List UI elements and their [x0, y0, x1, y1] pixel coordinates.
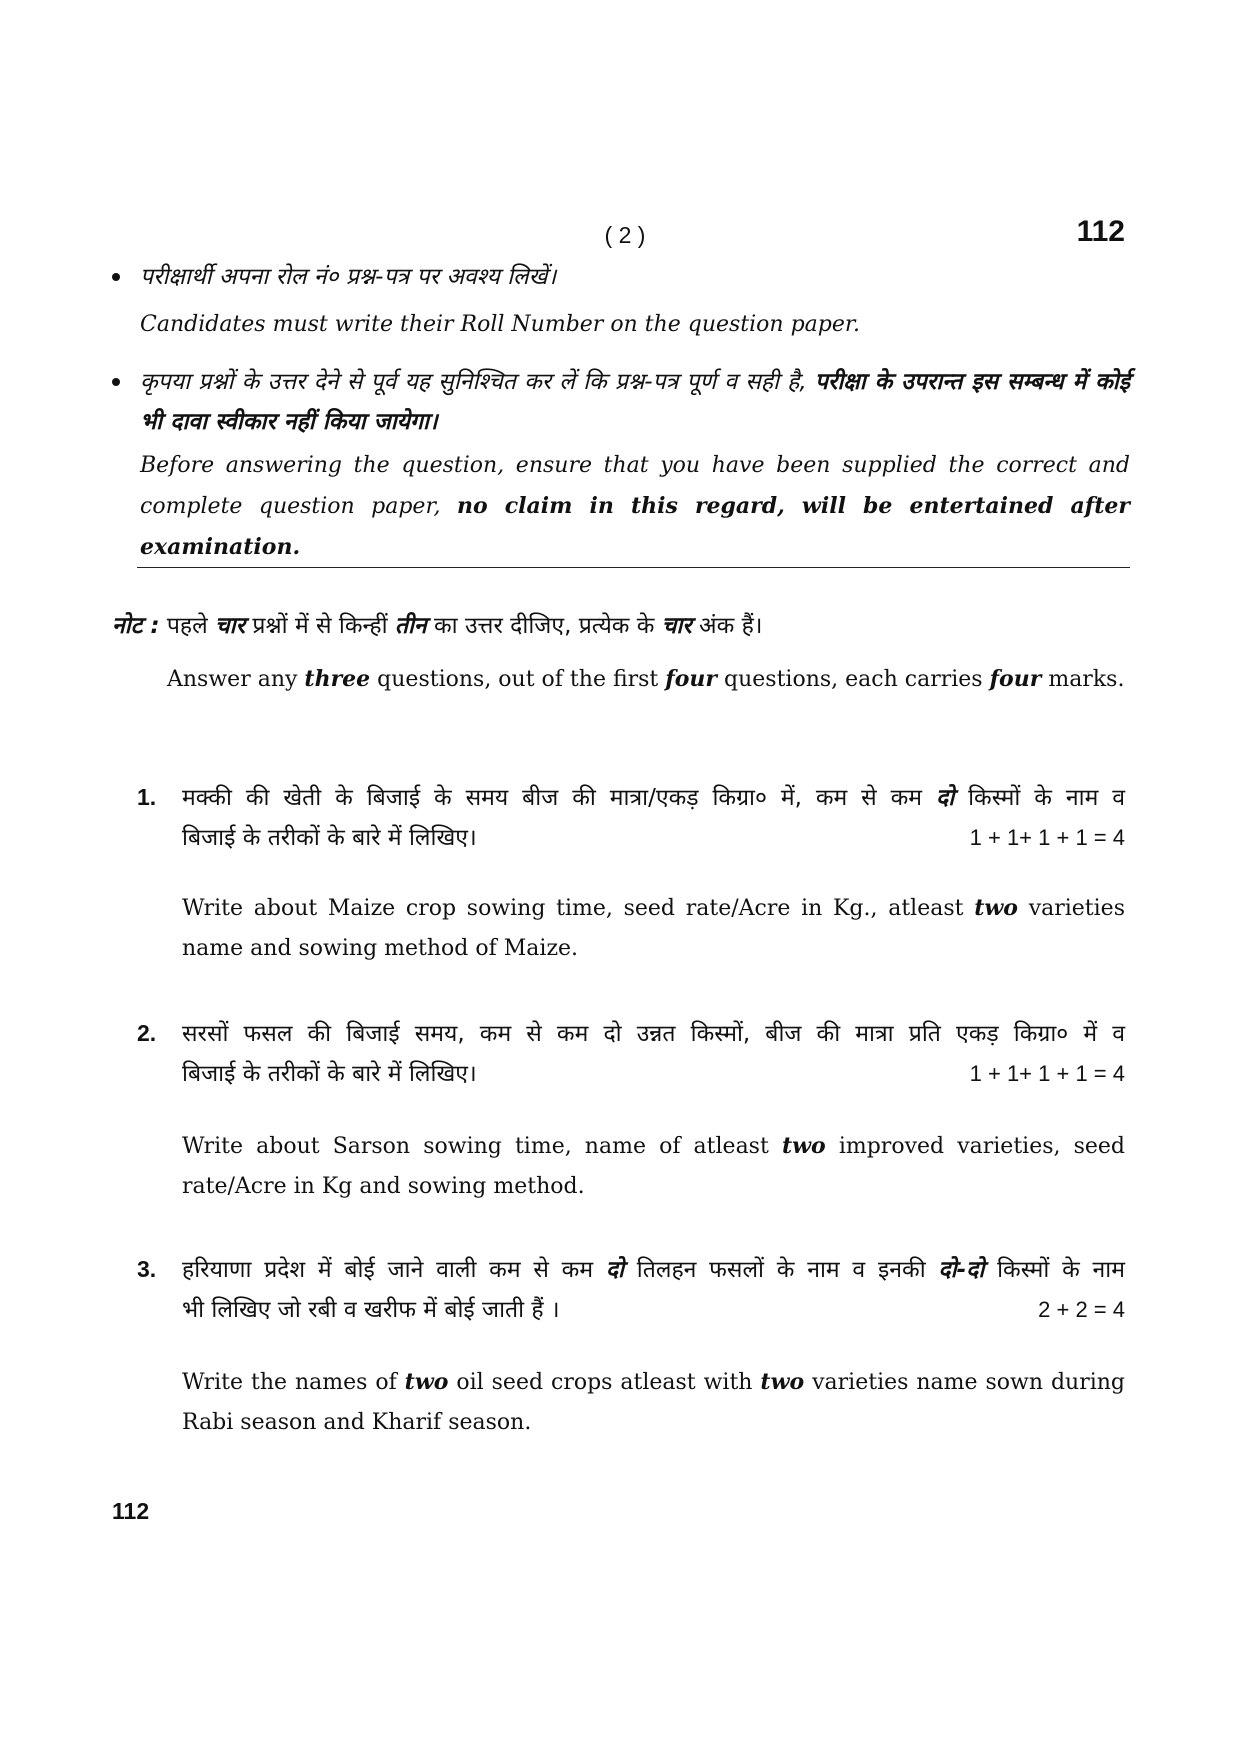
q3-hindi-part: किस्मों के नाम	[997, 1257, 1126, 1283]
paper-code-header: 112	[1076, 215, 1125, 248]
instruction-2-hindi	[140, 362, 1130, 442]
question-3-english	[182, 1362, 1125, 1443]
q1-english-part: varieties name and sowing method of Maize.	[182, 896, 1125, 961]
note-english-emph: four	[989, 666, 1042, 692]
q3-english-part: Write the names of	[182, 1370, 397, 1395]
question-3-marks: 2 + 2 = 4	[1038, 1297, 1125, 1322]
question-2-number: 2.	[137, 1020, 157, 1046]
instruction-2-english	[140, 446, 1130, 568]
question-1-hindi-line1	[182, 778, 1125, 818]
note-english-part: marks.	[1048, 667, 1125, 692]
note-hindi-part: प्रश्नों में से किन्हीं	[252, 613, 388, 639]
q3-english-part: oil seed crops atleast with	[456, 1370, 753, 1395]
q3-hindi-part: तिलहन फसलों के नाम व इनकी	[636, 1257, 926, 1283]
question-1	[182, 778, 1125, 969]
page-number-label: ( 2 )	[604, 222, 646, 248]
question-2-english	[182, 1126, 1125, 1207]
q3-english-part: varieties name sown during Rabi season and Kharif season.	[182, 1370, 1125, 1435]
q1-hindi-part: किस्मों के नाम व	[968, 785, 1126, 811]
question-3	[182, 1250, 1125, 1443]
q2-english-part: Write about Sarson sowing time, name of atleast	[182, 1134, 769, 1159]
paper-code-footer: 112	[112, 1498, 150, 1524]
note-english-part: questions, each carries	[724, 667, 983, 692]
q1-hindi-emph: दो	[935, 785, 955, 811]
note-hindi-part: का उत्तर दीजिए, प्रत्येक के	[434, 613, 655, 639]
q2-hindi-line2-text: बिजाई के तरीकों के बारे में लिखिए।	[182, 1061, 477, 1087]
note-english-emph: four	[665, 666, 718, 692]
note-hindi-emph: चार	[661, 613, 692, 639]
question-3-hindi-line1	[182, 1250, 1125, 1290]
note-hindi	[112, 606, 1132, 646]
instruction-2-english-bold: no claim in this regard, will be entertained after examination.	[140, 493, 1130, 560]
q3-hindi-part: हरियाणा प्रदेश में बोई जाने वाली कम से कम	[182, 1257, 594, 1283]
instruction-1-english: Candidates must write their Roll Number on the question paper.	[140, 312, 860, 337]
note-hindi-part: पहले	[166, 613, 208, 639]
q3-english-emph: two	[760, 1369, 805, 1395]
question-1-english	[182, 888, 1125, 969]
bullet-icon	[112, 273, 120, 281]
q2-english-emph: two	[781, 1133, 826, 1159]
question-1-hindi-line2	[182, 818, 1125, 858]
q1-english-emph: two	[974, 895, 1018, 921]
question-2-marks: 1 + 1+ 1 + 1 = 4	[969, 1061, 1125, 1086]
question-2-hindi-line2	[182, 1054, 1125, 1094]
note-hindi-emph: चार	[215, 613, 246, 639]
divider-rule	[137, 567, 1130, 568]
instruction-2-english-text: Before answering the question, ensure that you have been supplied the correct and complete question paper,	[140, 453, 1130, 519]
note-hindi-emph: तीन	[394, 613, 427, 639]
note-english-part: Answer any	[167, 667, 298, 692]
instruction-1-hindi: परीक्षार्थी अपना रोल नं० प्रश्न-पत्र पर अवश्य लिखें।	[140, 264, 557, 290]
note-english-emph: three	[304, 666, 371, 692]
instruction-2-hindi-bold: परीक्षा के उपरान्त इस सम्बन्ध में कोई भी दावा स्वीकार नहीं किया जायेगा।	[140, 369, 1130, 435]
question-3-number: 3.	[137, 1256, 157, 1282]
note-label: नोट :	[112, 613, 160, 639]
note-hindi-part: अंक हैं।	[699, 613, 763, 639]
question-2-hindi-line1: सरसों फसल की बिजाई समय, कम से कम दो उन्नत किस्मों, बीज की मात्रा प्रति एकड़ किग्रा० में व	[182, 1021, 1125, 1047]
question-2	[182, 1014, 1125, 1207]
note-english	[167, 660, 1130, 699]
q1-english-part: Write about Maize crop sowing time, seed rate/Acre in Kg., atleast	[182, 896, 964, 921]
q2-english-part: improved varieties, seed rate/Acre in Kg and sowing method.	[182, 1134, 1126, 1199]
q3-english-emph: two	[404, 1369, 449, 1395]
bullet-icon	[112, 378, 120, 386]
question-3-hindi-line2	[182, 1290, 1125, 1330]
q1-hindi-part: मक्की की खेती के बिजाई के समय बीज की मात्रा/एकड़ किग्रा० में, कम से कम	[182, 785, 923, 811]
question-1-number: 1.	[137, 784, 157, 810]
note-english-part: questions, out of the first	[377, 667, 659, 692]
q3-hindi-line2-text: भी लिखिए जो रबी व खरीफ में बोई जाती हैं ।	[182, 1297, 560, 1323]
q3-hindi-emph: दो	[605, 1257, 625, 1283]
q1-hindi-line2-text: बिजाई के तरीकों के बारे में लिखिए।	[182, 825, 477, 851]
question-1-marks: 1 + 1+ 1 + 1 = 4	[969, 825, 1125, 850]
instruction-2-hindi-text: कृपया प्रश्नों के उत्तर देने से पूर्व यह सुनिश्चित कर लें कि प्रश्न-पत्र पूर्ण व सही है,	[140, 369, 807, 395]
q3-hindi-emph: दो-दो	[938, 1257, 985, 1283]
